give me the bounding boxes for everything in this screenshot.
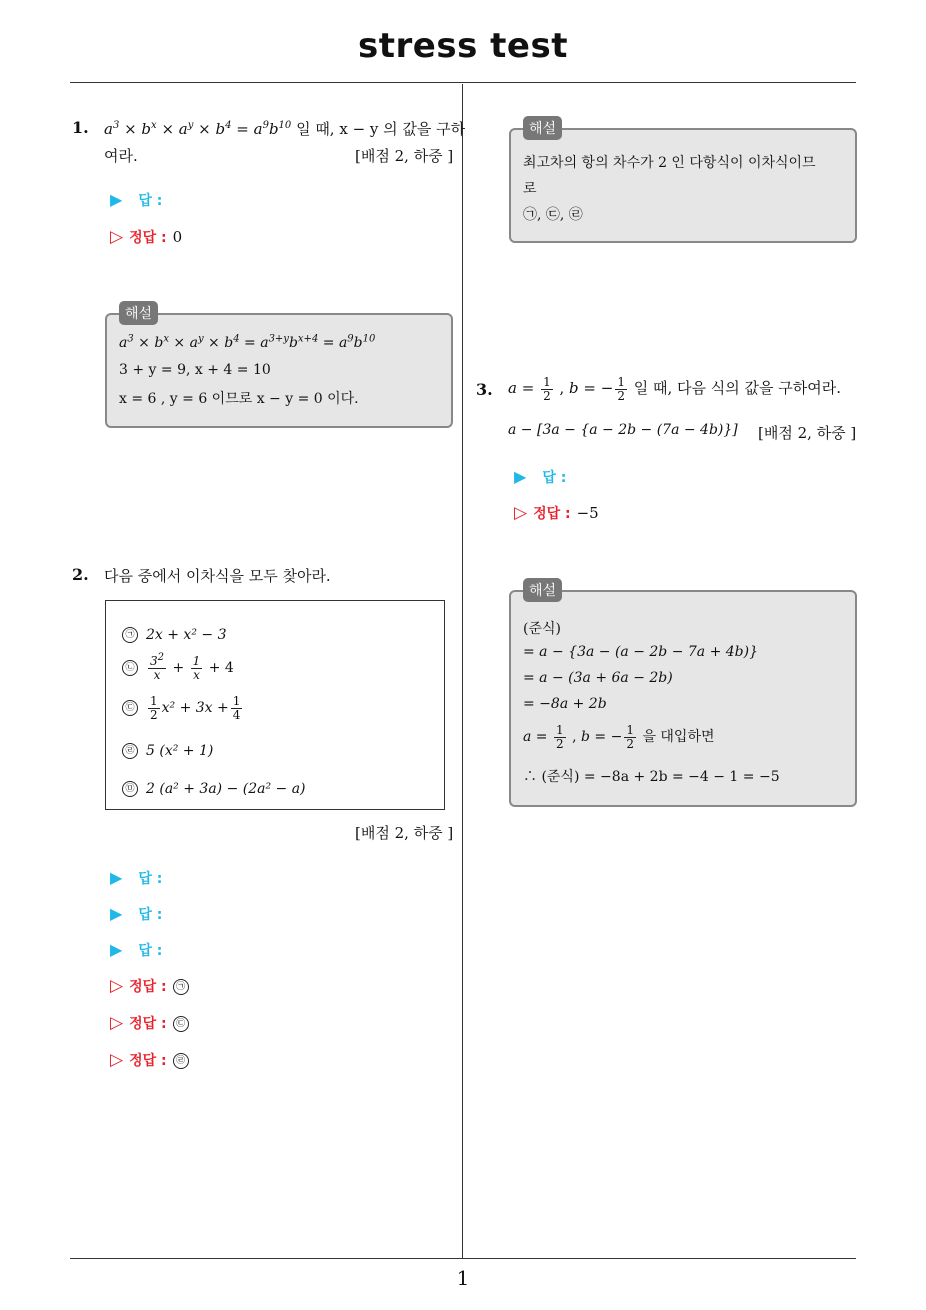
q3-solution-substitution: a = $\frac{1}{2}$ , b = − $\frac{1}{2}$ 을 대입하면 [523, 723, 715, 751]
q3-solution-line1: (준식) [523, 621, 561, 637]
q1-text-line2: 여라. [104, 147, 138, 165]
q3-answer-field[interactable]: ▶ 답 : [514, 467, 567, 486]
q3-solution-final: ∴ (준식) = −8a + 2b = −4 − 1 = −5 [523, 769, 780, 785]
footer-rule [70, 1258, 856, 1259]
q1-meta: [배점 2, 하중 ] [355, 147, 454, 165]
q2-item-3: ㉢ $\frac{1}{2}$ x² + 3x + $\frac{1}{4}$ [122, 695, 244, 721]
solution-tag: 해설 [523, 578, 562, 602]
q2-correct-2: ▷ 정답 : ㉢ [110, 1013, 197, 1033]
q3-number: 3. [476, 380, 493, 399]
triangle-outline-icon: ▷ [110, 227, 124, 247]
triangle-filled-icon: ▶ [110, 190, 123, 209]
q1-solution-line2: 3 + y = 9, x + 4 = 10 [119, 362, 271, 378]
q2-meta: [배점 2, 하중 ] [355, 824, 454, 842]
q1-answer-field[interactable]: ▶ 답 : [110, 190, 163, 209]
column-divider [462, 84, 463, 1259]
q2-choices-box [105, 600, 445, 810]
q1-number: 1. [72, 118, 89, 137]
q2-item-1: ㉠ 2x + x² − 3 [122, 627, 226, 643]
q3-correct: ▷ 정답 : −5 [514, 503, 599, 523]
triangle-outline-icon: ▷ [110, 1013, 124, 1033]
header-rule [70, 82, 856, 83]
q2-item-5: ㉤ 2 (a² + 3a) − (2a² − a) [122, 781, 306, 797]
q3-meta: [배점 2, 하중 ] [758, 424, 857, 442]
q1-solution-line1: $a^3 \times b^x \times a^y \times b^4 = a^{3+y}b^{x+4} = a^9b^{10}$ [119, 333, 376, 351]
q2-solution-line3: ㉠, ㉢, ㉣ [523, 207, 583, 223]
triangle-filled-icon: ▶ [110, 940, 123, 959]
triangle-outline-icon: ▷ [110, 976, 124, 996]
triangle-filled-icon: ▶ [110, 904, 123, 923]
solution-tag: 해설 [119, 301, 158, 325]
q1-solution-line3: x = 6 , y = 6 이므로 x − y = 0 이다. [119, 391, 359, 407]
q1-text-tail: 일 때, x − y 의 값을 구하 [296, 120, 466, 138]
q2-correct-3: ▷ 정답 : ㉣ [110, 1050, 197, 1070]
triangle-filled-icon: ▶ [110, 868, 123, 887]
q2-solution-box [509, 121, 857, 243]
q3-text-tail: 일 때, 다음 식의 값을 구하여라. [633, 379, 841, 398]
q1-text: $a^3 \times b^x \times a^y \times b^4 = a^9b^{10}$ 일 때, x − y 의 값을 구하 [104, 120, 466, 138]
q3-text: a = $\frac{1}{2}$ , b = − $\frac{1}{2}$ 일 때, 다음 식의 값을 구하여라. [508, 375, 841, 403]
q2-answer-field-2[interactable]: ▶ 답 : [110, 904, 163, 923]
q1-solution-box [105, 306, 453, 428]
q2-item-2: ㉡ $\frac{3^2}{x}$ + $\frac{1}{x}$ + 4 [122, 655, 234, 681]
q2-solution-line1: 최고차의 항의 차수가 2 인 다항식이 이차식이므 [523, 155, 816, 171]
q3-expression: a − [3a − {a − 2b − (7a − 4b)}] [508, 422, 738, 438]
q2-answer-field-3[interactable]: ▶ 답 : [110, 940, 163, 959]
page-number: 1 [456, 1266, 470, 1290]
q3-solution-line4: = −8a + 2b [523, 696, 607, 712]
q2-item-4: ㉣ 5 (x² + 1) [122, 743, 213, 759]
triangle-filled-icon: ▶ [514, 467, 527, 486]
q1-correct: ▷ 정답 : 0 [110, 227, 183, 247]
page-title: stress test [358, 26, 568, 66]
q3-solution-line3: = a − (3a + 6a − 2b) [523, 670, 673, 686]
q2-correct-1: ▷ 정답 : ㉠ [110, 976, 197, 996]
q2-text: 다음 중에서 이차식을 모두 찾아라. [104, 567, 331, 585]
q2-answer-field-1[interactable]: ▶ 답 : [110, 868, 163, 887]
q2-solution-line2: 로 [523, 181, 537, 197]
q3-solution-box [509, 583, 857, 807]
triangle-outline-icon: ▷ [514, 503, 528, 523]
triangle-outline-icon: ▷ [110, 1050, 124, 1070]
q2-number: 2. [72, 565, 89, 584]
q3-solution-line2: = a − {3a − (a − 2b − 7a + 4b)} [523, 644, 759, 660]
solution-tag: 해설 [523, 116, 562, 140]
